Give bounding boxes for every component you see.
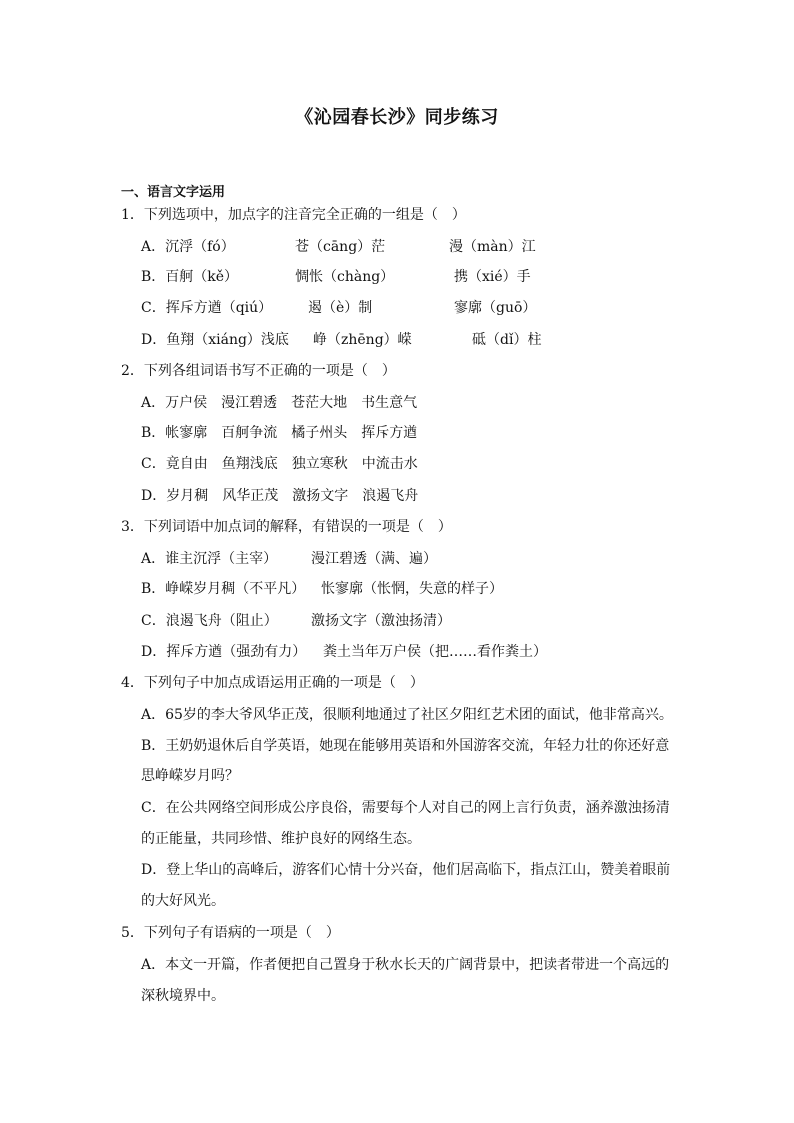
question-2-option-d: D．岁月稠 风华正茂 激扬文字 浪遏飞舟 xyxy=(141,488,419,504)
question-5-option-a-cont: 深秋境界中。 xyxy=(141,988,225,1004)
question-4-option-b-cont: 思峥嵘岁月吗？ xyxy=(141,768,239,784)
option-d-item-2: 峥（zhēng）嵘 xyxy=(313,332,412,348)
option-d-item-3: 砥（dǐ）柱 xyxy=(472,332,542,348)
question-3-stem: 3．下列词语中加点词的解释，有错误的一项是（ ） xyxy=(121,519,452,535)
question-4-option-c: C．在公共网络空间形成公序良俗，需要每个人对自己的网上言行负责，涵养激浊扬清 xyxy=(141,800,670,816)
question-4-stem: 4．下列句子中加点成语运用正确的一项是（ ） xyxy=(121,675,424,691)
q3-option-d-item-2: 粪土当年万户侯（把……看作粪土） xyxy=(323,644,547,660)
option-a-item-1: A．沉浮（fó） xyxy=(141,239,235,255)
q3-option-a-item-2: 漫江碧透（满、遍） xyxy=(311,551,437,567)
option-b-item-3: 携（xié）手 xyxy=(454,269,531,285)
page-title: 《沁园春长沙》同步练习 xyxy=(295,107,499,128)
option-b-item-1: B．百舸（kě） xyxy=(141,269,239,285)
question-2-option-c: C．竟自由 鱼翔浅底 独立寒秋 中流击水 xyxy=(141,456,418,472)
option-c-item-2: 遏（è）制 xyxy=(308,300,373,316)
question-4-option-c-cont: 的正能量，共同珍惜、维护良好的网络生态。 xyxy=(141,831,421,847)
question-1-stem: 1．下列选项中，加点字的注音完全正确的一组是（ ） xyxy=(121,207,466,223)
q3-option-c-item-1: C．浪遏飞舟（阻止） xyxy=(141,613,278,629)
q3-option-c-item-2: 激扬文字（激浊扬清） xyxy=(311,613,451,629)
q3-option-a-item-1: A．谁主沉浮（主宰） xyxy=(141,551,278,567)
question-4-option-b: B．王奶奶退休后自学英语，她现在能够用英语和外国游客交流，年轻力壮的你还好意 xyxy=(141,738,670,754)
question-4-option-a: A．65岁的李大爷风华正茂，很顺利地通过了社区夕阳红艺术团的面试，他非常高兴。 xyxy=(141,707,673,723)
question-4-option-d: D．登上华山的高峰后，游客们心情十分兴奋，他们居高临下，指点江山，赞美着眼前 xyxy=(141,862,671,878)
question-4-option-d-cont: 的大好风光。 xyxy=(141,893,225,909)
q3-option-b-item-2: 怅寥廓（怅惘，失意的样子） xyxy=(321,581,503,597)
q3-option-b-item-1: B．峥嵘岁月稠（不平凡） xyxy=(141,581,306,597)
option-d-item-1: D．鱼翔（xiáng）浅底 xyxy=(141,332,289,348)
option-a-item-2: 苍（cāng）茫 xyxy=(295,239,386,255)
q3-option-d-item-1: D．挥斥方遒（强劲有力） xyxy=(141,644,307,660)
option-b-item-2: 惆怅（chàng） xyxy=(295,269,395,285)
option-a-item-3: 漫（màn）江 xyxy=(449,239,536,255)
question-5-stem: 5．下列句子有语病的一项是（ ） xyxy=(121,925,340,941)
question-2-option-a: A．万户侯 漫江碧透 苍茫大地 书生意气 xyxy=(141,395,418,411)
option-c-item-1: C．挥斥方遒（qiú） xyxy=(141,300,273,316)
question-2-stem: 2．下列各组词语书写不正确的一项是（ ） xyxy=(121,363,396,379)
option-c-item-3: 寥廓（guō） xyxy=(454,300,537,316)
question-5-option-a: A．本文一开篇，作者便把自己置身于秋水长天的广阔背景中，把读者带进一个高远的 xyxy=(141,957,670,973)
section-heading: 一、语言文字运用 xyxy=(121,185,226,200)
question-2-option-b: B．帐寥廓 百舸争流 橘子州头 挥斥方遒 xyxy=(141,425,418,441)
